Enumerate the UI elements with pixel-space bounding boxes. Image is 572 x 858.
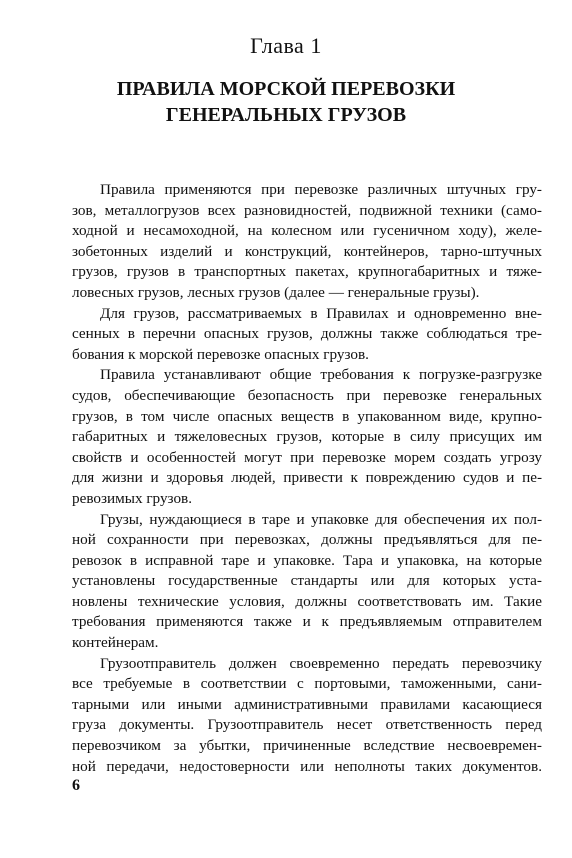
text-line: Грузы, нуждающиеся в таре и упаковке для обеспечения их пол- bbox=[100, 510, 542, 528]
text-line: ной сохранности при перевозках, должны предъявляться для пе- bbox=[72, 531, 542, 549]
text-line: грузов, грузов в транспортных пакетах, крупногабаритных и тяже- bbox=[72, 263, 542, 281]
text-line: ходной и несамоходной, на колесном или гусеничном ходу), желе- bbox=[72, 222, 542, 240]
text-line: ревозок в исправной таре и упаковке. Тара и упаковка, на которые bbox=[72, 551, 542, 569]
text-line: ревозимых грузов. bbox=[72, 489, 193, 507]
paragraph-1 bbox=[72, 180, 542, 304]
text-line: все требуемые в соответствии с портовыми, таможенными, сани- bbox=[72, 675, 542, 693]
page-number: 6 bbox=[72, 777, 80, 794]
text-line: зобетонных изделий и конструкций, контейнеров, тарно-штучных bbox=[72, 242, 542, 260]
text-line: бования к морской перевозке опасных грузов. bbox=[72, 345, 369, 363]
text-line: тарными или иными административными правилами касающиеся bbox=[72, 695, 542, 713]
paragraph-4 bbox=[72, 510, 542, 654]
paragraph-5 bbox=[72, 654, 542, 778]
chapter-label: Глава 1 bbox=[250, 33, 322, 58]
text-line: сенных в перечни опасных грузов, должны также соблюдаться тре- bbox=[72, 325, 542, 343]
chapter-title-line-2: ГЕНЕРАЛЬНЫХ ГРУЗОВ bbox=[165, 104, 407, 126]
text-line: новлены технические условия, должны соответствовать им. Такие bbox=[72, 592, 542, 610]
text-line: Для грузов, рассматриваемых в Правилах и одновременно вне- bbox=[100, 304, 542, 322]
chapter-title bbox=[0, 76, 572, 128]
text-line: ной передачи, недостоверности или неполноты таких документов. bbox=[72, 757, 542, 775]
text-line: Правила применяются при перевозке различных штучных гру- bbox=[100, 181, 542, 198]
text-line: груза документы. Грузоотправитель несет ответственность перед bbox=[72, 716, 542, 734]
paragraph-3 bbox=[72, 365, 542, 509]
text-line: зов, металлогрузов всех разновидностей, подвижной техники (само- bbox=[72, 201, 542, 219]
text-line: судов, обеспечивающие безопасность при перевозке генеральных bbox=[72, 386, 542, 404]
chapter-title-line-1: ПРАВИЛА МОРСКОЙ ПЕРЕВОЗКИ bbox=[116, 78, 456, 100]
text-line: требования применяются также и к предъявляемым отправителем bbox=[72, 613, 542, 631]
body-text bbox=[72, 180, 542, 777]
text-line: перевозчиком за убытки, причиненные вследствие несвоевремен- bbox=[72, 737, 542, 755]
text-line: свойств и особенностей могут при перевозке морем создать угрозу bbox=[72, 448, 542, 466]
text-line: контейнерам. bbox=[72, 634, 159, 652]
text-line: ловесных грузов, лесных грузов (далее — генеральные грузы). bbox=[72, 283, 480, 301]
paragraph-2 bbox=[72, 304, 542, 366]
text-line: габаритных и тяжеловесных грузов, которые в силу присущих им bbox=[72, 428, 542, 446]
text-line: Правила устанавливают общие требования к погрузке-разгрузке bbox=[100, 366, 542, 384]
text-line: грузов, в том числе опасных веществ в упакованном виде, крупно- bbox=[72, 407, 542, 425]
text-line: для жизни и здоровья людей, привести к повреждению судов и пе- bbox=[72, 469, 542, 487]
text-line: установлены государственные стандарты или для которых уста- bbox=[72, 572, 542, 590]
text-line: Грузоотправитель должен своевременно передать перевозчику bbox=[100, 654, 542, 672]
